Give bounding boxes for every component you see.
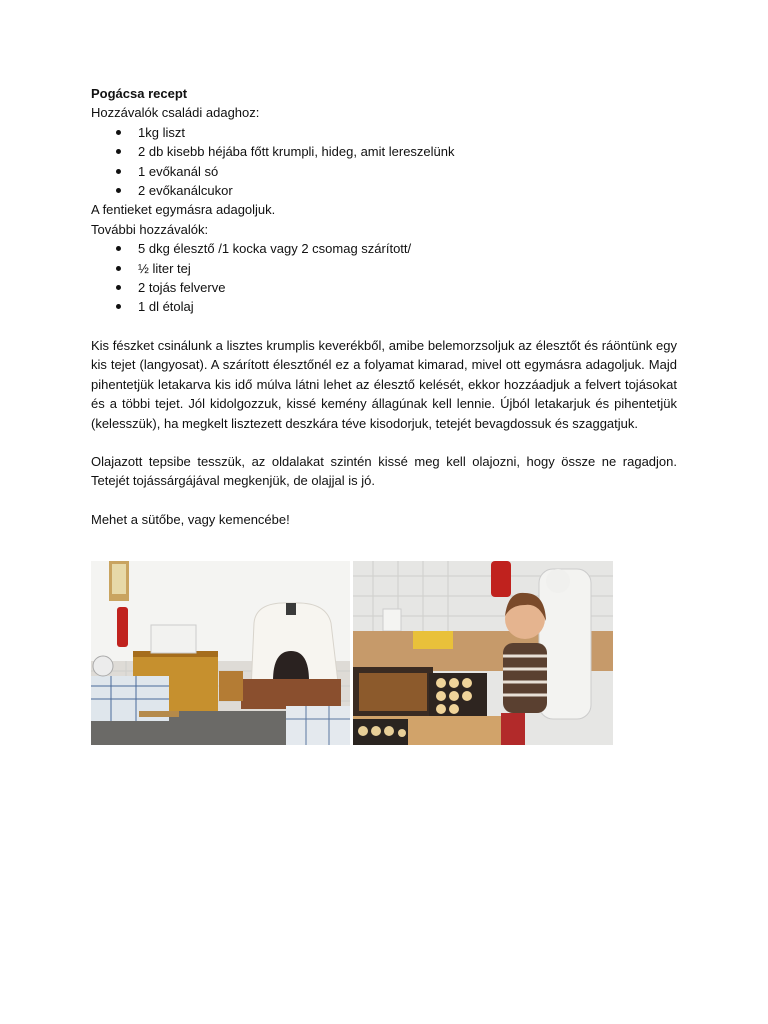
page-title: Pogácsa recept [91, 86, 188, 101]
document-body [91, 84, 677, 529]
method-paragraph-3: Mehet a sütőbe, vagy kemencébe! [91, 511, 290, 527]
list-item: 5 dkg élesztő /1 kocka vagy 2 csomag szárított/ [91, 239, 677, 258]
list-item: 2 tojás felverve [91, 278, 677, 297]
list-item: 1 dl étolaj [91, 297, 677, 316]
method-paragraph-1: Kis fészket csinálunk a lisztes krumplis keverékből, amibe belemorzsoljuk az élesztőt és ráöntünk egy kis tejet (langyosat). A szárított élesztőnél ez a folyamat kimarad, mivel ott egymásra adagoljuk. Majd pihentetjük letakarva kis idő múlva látni lehet az élesztő kelését, ekkor hozzáadjuk a felvert tojásokat és a többi tejet. Jól kidolgozzuk, kissé kemény állagúnak kell lennie. Újból letakarjuk és pihentetjük (kelesszük), ha megkelt lisztezett deszkára téve kisodorjuk, tetejét bevagdossuk és szaggatjuk. [91, 337, 677, 431]
more-ingredients-heading: További hozzávalók: [91, 221, 209, 237]
method-paragraph-2: Olajazott tepsibe tesszük, az oldalakat szintén kissé meg kell olajozni, hogy össze ne ragadjon. Tetejét tojássárgájával megkenjük, de olajjal is jó. [91, 453, 677, 489]
more-ingredients-list [91, 239, 677, 317]
ingredients-list [91, 123, 677, 201]
photo-row [91, 561, 613, 745]
combine-note: A fentieket egymásra adagoljuk. [91, 202, 276, 218]
list-item: 2 db kisebb héjába főtt krumpli, hideg, amit lereszelünk [91, 142, 677, 161]
list-item: 1kg liszt [91, 123, 677, 142]
list-item: 2 evőkanálcukor [91, 181, 677, 200]
list-item: 1 evőkanál só [91, 162, 677, 181]
kitchen-oven-photo [91, 561, 350, 745]
ingredients-heading: Hozzávalók családi adaghoz: [91, 105, 260, 121]
list-item: ½ liter tej [91, 259, 677, 278]
baking-child-photo [353, 561, 613, 745]
